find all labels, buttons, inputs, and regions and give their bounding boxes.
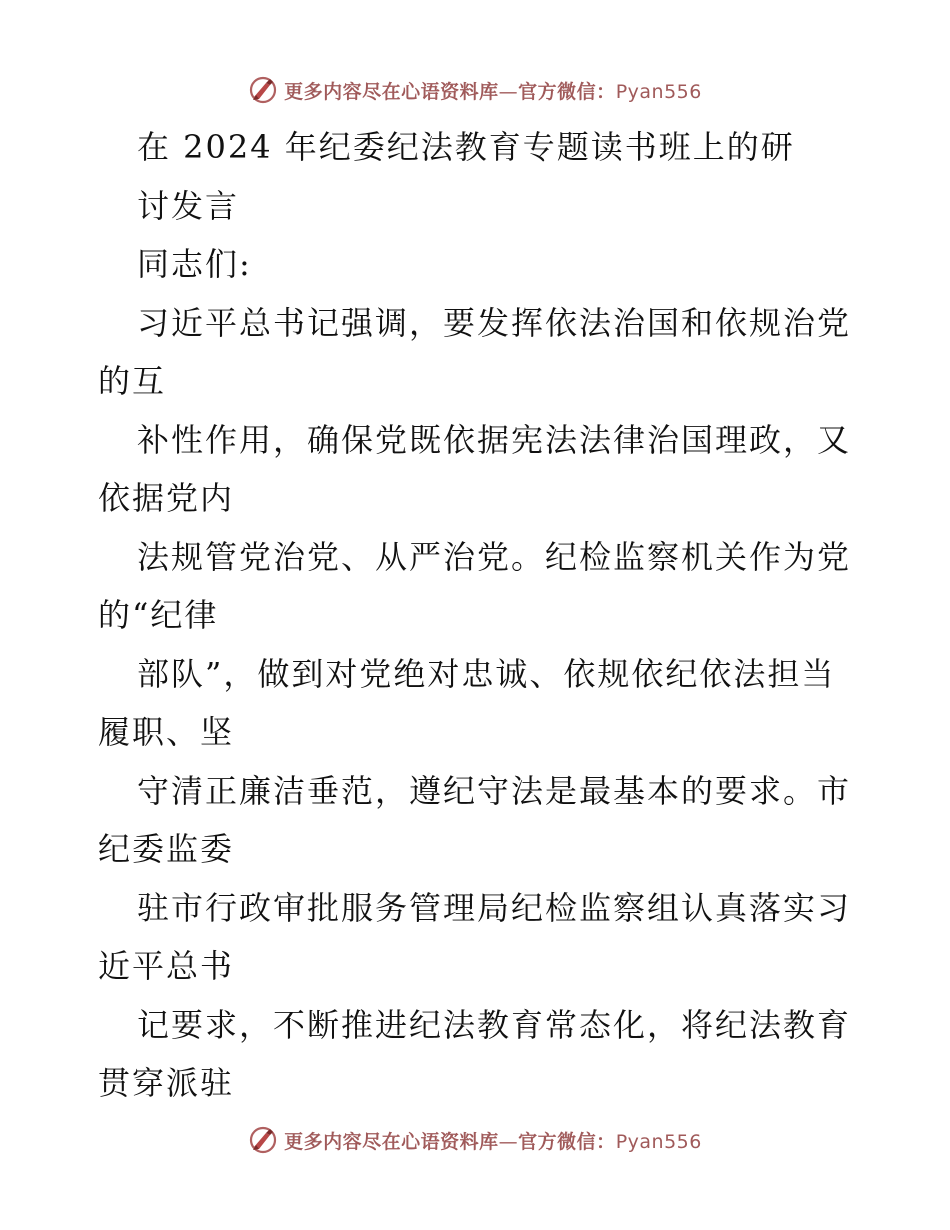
watermark-wechat-label: 官方微信： [518, 1130, 616, 1153]
paragraph-line: 的“纪律 [98, 596, 219, 634]
salutation: 同志们: [137, 245, 252, 283]
title-line-1: 在 2024 年纪委纪法教育专题读书班上的研 [137, 128, 795, 166]
paragraph-line: 法规管党治党、从严治党。纪检监察机关作为党 [137, 537, 852, 576]
paragraph-line: 依据党内 [98, 479, 235, 517]
watermark-wechat-id: Pyan556 [615, 1130, 702, 1153]
document-body [98, 118, 858, 1113]
paragraph-line: 贯穿派驻 [98, 1064, 235, 1102]
footer-watermark [0, 1120, 950, 1160]
paragraph-line: 纪委监委 [98, 830, 235, 868]
watermark-wechat-label: 官方微信： [518, 80, 616, 103]
watermark-dash: — [498, 80, 519, 103]
pen-circle-logo-icon [248, 75, 278, 105]
title-line-2: 讨发言 [137, 186, 240, 225]
pen-circle-logo-icon [248, 1125, 278, 1155]
paragraph-line: 习近平总书记强调，要发挥依法治国和依规治党 [137, 303, 852, 342]
paragraph-line: 部队”，做到对党绝对忠诚、依规依纪依法担当 [137, 654, 836, 693]
paragraph-line: 驻市行政审批服务管理局纪检监察组认真落实习 [137, 888, 852, 927]
watermark-text: 更多内容尽在心语资料库 [284, 80, 499, 103]
paragraph-line: 记要求，不断推进纪法教育常态化，将纪法教育 [137, 1005, 852, 1044]
paragraph-line: 守清正廉洁垂范，遵纪守法是最基本的要求。市 [137, 771, 852, 810]
paragraph-line: 履职、坚 [98, 713, 235, 751]
header-watermark [0, 70, 950, 110]
watermark-dash: — [498, 1130, 519, 1153]
watermark-text: 更多内容尽在心语资料库 [284, 1130, 499, 1153]
paragraph-line: 的互 [98, 362, 167, 400]
paragraph-line: 补性作用，确保党既依据宪法法律治国理政，又 [137, 420, 852, 459]
watermark-wechat-id: Pyan556 [615, 80, 702, 103]
paragraph-line: 近平总书 [98, 947, 235, 985]
